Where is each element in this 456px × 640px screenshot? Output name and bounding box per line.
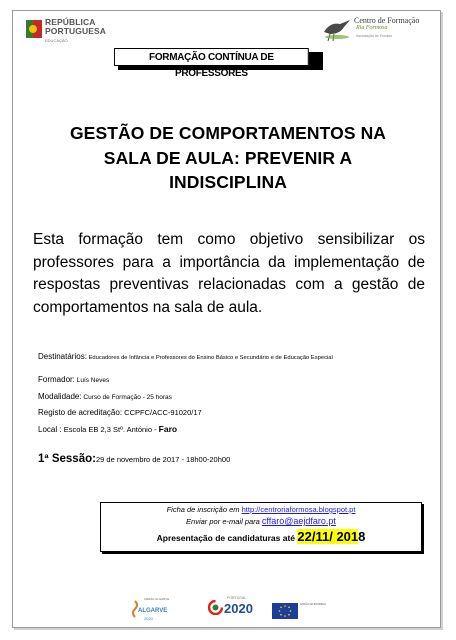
intro-paragraph: Esta formação tem como objetivo sensibilizar os professores para a importância da implementação de respostas preventivas relacionadas com a gestão de comportamentos na sala de aula. [33,231,425,316]
modalidade-row [38,392,172,402]
registo-label: Registo de acreditação: [38,408,123,417]
session-label: 1ª Sessão: [38,453,96,465]
first-session [38,453,230,465]
title-line-3: INDISCIPLINA [169,172,287,192]
email-line [101,516,421,526]
portugal-2020-logo [208,595,263,623]
centro-line2: Ria Formosa [356,25,388,31]
republica-subtitle: EDUCAÇÃO [45,38,68,43]
apresentacao-text: Apresentação de candidaturas até [156,533,298,543]
title-line-1: GESTÃO DE COMPORTAMENTOS NA [69,123,387,143]
local-city: Faro [158,424,178,434]
local-row [38,425,177,434]
portugal-2020-icon [208,600,223,615]
enviar-text: Enviar por e-mail para [186,517,262,526]
formador-value: Luís Neves [74,377,110,384]
blog-link[interactable]: http://centroriaformosa.blogspot.pt [241,505,356,514]
destinatarios-value: Educadores de Infância e Professores do Ensino Básico e Secundário e de Educação Especial [86,355,333,361]
centro-line1: Centro de Formação [354,16,420,25]
registo-value: CCPFC/ACC-91020/17 [122,408,202,417]
republica-portuguesa-logo [26,18,136,46]
ficha-line [101,505,421,514]
formador-row [38,375,109,385]
ficha-text: Ficha de inscrição em [166,505,242,514]
deadline-line [101,529,421,544]
portugal-top-text: PORTUGAL [227,596,247,600]
destinatarios-label: Destinatários: [38,352,87,361]
banner-title: FORMAÇÃO CONTÍNUA DE PROFESSORES [114,48,309,66]
deadline-date-end: 8 [358,529,366,544]
formador-label: Formador: [38,375,75,384]
modalidade-value: Curso de Formação - 25 horas [81,394,172,401]
centro-line3: Associação de Escolas [356,34,392,38]
republica-line2: PORTUGUESA [45,26,106,36]
p2020-number: 2020 [224,601,253,616]
republica-name [45,18,106,36]
republica-line1: REPÚBLICA [45,17,96,27]
algarve-year: 2020 [144,616,153,621]
eu-flag-icon [272,603,298,619]
republica-emblem-icon [26,20,42,38]
email-link[interactable]: cffaro@aejdfaro.pt [261,516,336,526]
eu-logo [272,595,332,623]
main-title [30,121,426,195]
inscription-box [100,502,422,552]
session-value: 29 de novembro de 2017 - 18h00-20h00 [95,455,231,464]
local-label: Local : [38,425,64,434]
registo-row [38,408,202,417]
destinatarios-row [38,352,333,363]
algarve-2020-logo [130,595,178,623]
centro-formacao-logo [320,14,420,44]
algarve-top-text: CRESC ALGARVE [144,597,170,601]
eu-text: UNIÃO EUROPEIA [300,602,326,606]
title-line-2: SALA DE AULA: PREVENIR A [103,147,353,168]
modalidade-label: Modalidade: [38,392,82,401]
deadline-date-highlight: 22/11/ 201 [297,529,359,544]
bird-icon [320,14,354,42]
algarve-text: ALGARVE [138,608,168,614]
local-value: Escola EB 2,3 Stº. António - [63,425,159,434]
